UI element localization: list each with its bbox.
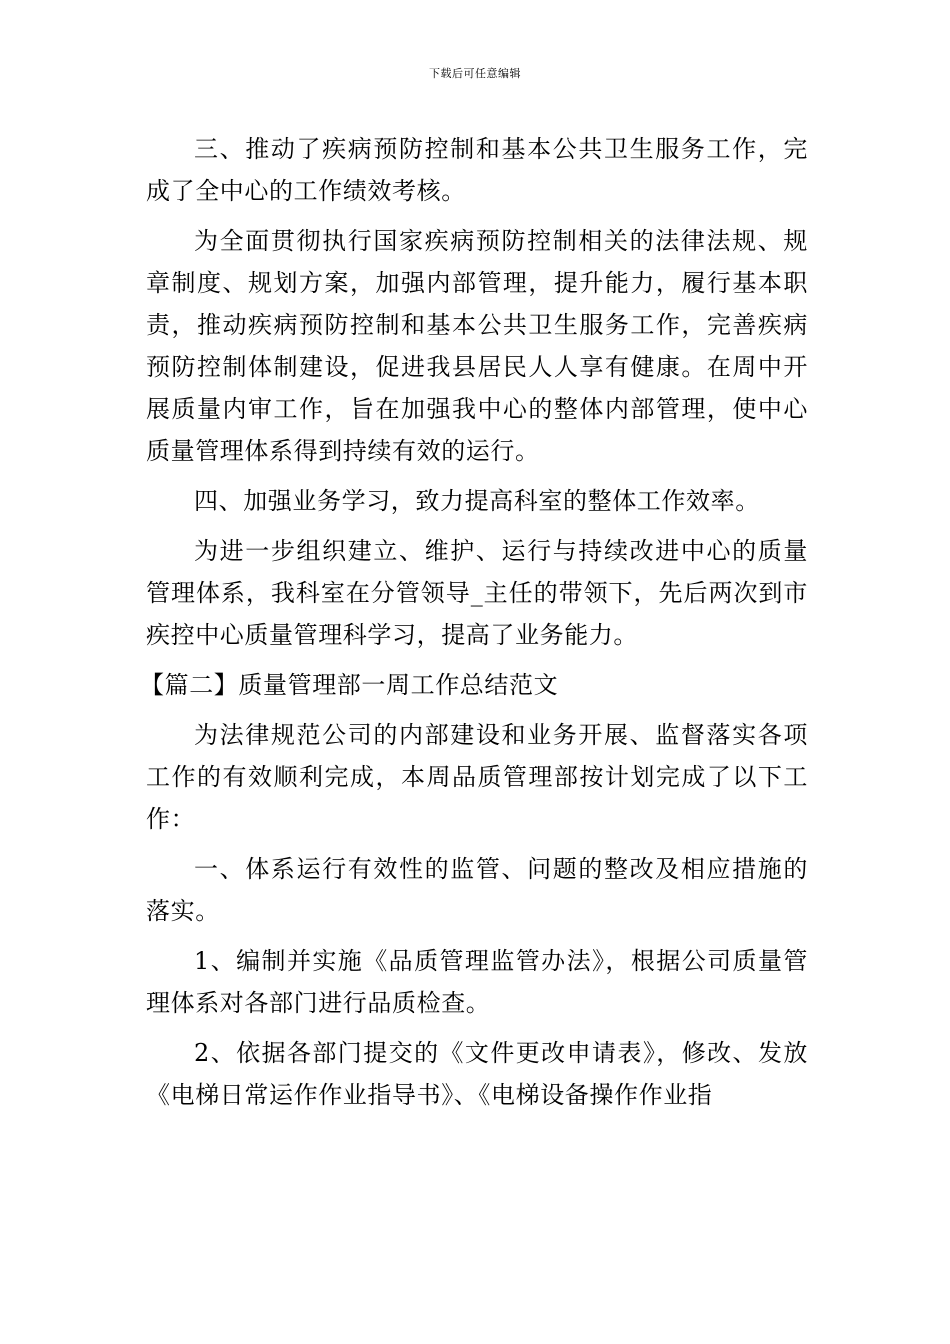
- paragraph-section-four: 四、加强业务学习，致力提高科室的整体工作效率。: [194, 487, 760, 515]
- section-heading: 【篇二】质量管理部一周工作总结范文: [140, 671, 559, 699]
- paragraph-item-one: 一、体系运行有效性的监管、问题的整改及相应措施的落实。: [146, 855, 808, 925]
- document-body: [140, 128, 808, 1124]
- paragraph-subitem-two: 2、依据各部门提交的《文件更改申请表》，修改、发放《电梯日常运作作业指导书》、《电梯设备操作作业指: [146, 1039, 808, 1109]
- paragraph-section-three: 三、推动了疾病预防控制和基本公共卫生服务工作，完成了全中心的工作绩效考核。: [146, 135, 808, 205]
- page-header-note: 下载后可任意编辑: [429, 67, 521, 80]
- paragraph-subitem-one: 1、编制并实施《品质管理监管办法》，根据公司质量管理体系对各部门进行品质检查。: [146, 947, 808, 1017]
- paragraph-study: 为进一步组织建立、维护、运行与持续改进中心的质量管理体系，我科室在分管领导_主任的带领下，先后两次到市疾控中心质量管理科学习，提高了业务能力。: [146, 537, 808, 649]
- paragraph-implementation: 为全面贯彻执行国家疾病预防控制相关的法律法规、规章制度、规划方案，加强内部管理，提升能力，履行基本职责，推动疾病预防控制和基本公共卫生服务工作，完善疾病预防控制体制建设，促进我县居民人人享有健康。在周中开展质量内审工作，旨在加强我中心的整体内部管理，使中心质量管理体系得到持续有效的运行。: [146, 227, 808, 465]
- paragraph-intro: 为法律规范公司的内部建设和业务开展、监督落实各项工作的有效顺利完成，本周品质管理部按计划完成了以下工作：: [146, 721, 808, 833]
